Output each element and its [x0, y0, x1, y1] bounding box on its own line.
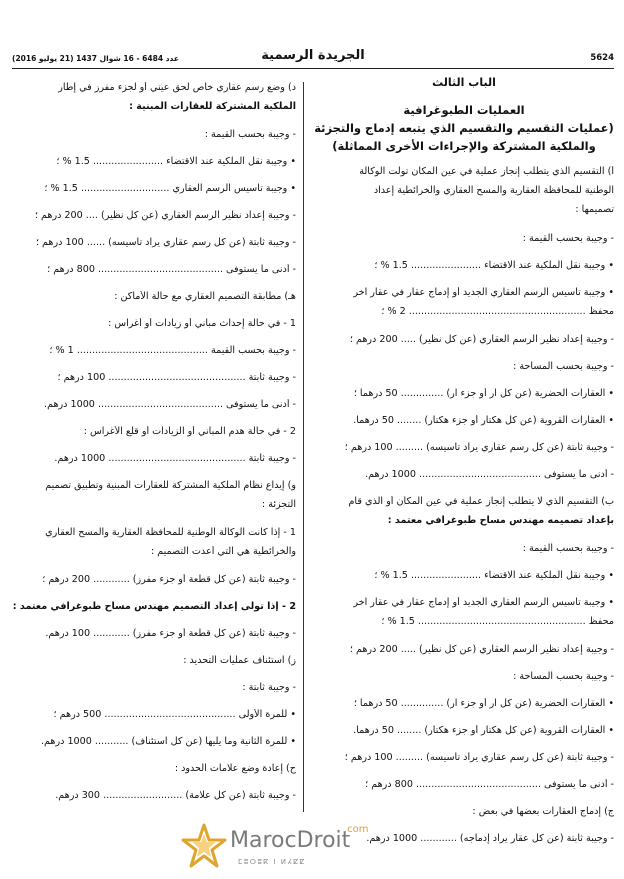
right-column-line: - وجيبة ثابتة (عن كل عقار يراد إدماجه) ............ 1000 درهم.: [366, 833, 614, 844]
left-column-line: 2 - إذا تولى إعداد التصميم مهندس مساح طبوغرافي معتمد :: [12, 601, 296, 612]
right-column-line: • العقارات القروية (عن كل هكتار أو جزء هكتار) ........ 50 درهما.: [353, 725, 614, 736]
left-column-line: - وجيبة ثابتة ............................................. 100 درهم ؛: [57, 372, 296, 383]
issue-info: عدد 6484 - 16 شوال 1437 (21 يوليو 2016): [12, 54, 179, 63]
column-divider: [303, 82, 304, 812]
star-logo-icon: [180, 822, 228, 870]
right-column-line: - وجيبة بحسب المساحة :: [513, 361, 614, 372]
left-column-line: - وجيبة إعداد نظير الرسم العقاري (عن كل نظير) .... 200 درهم ؛: [34, 210, 296, 221]
page-header: [12, 48, 614, 69]
right-column-line: • العقارات القروية (عن كل هكتار أو جزء هكتار) ........ 50 درهما.: [353, 415, 614, 426]
right-column-line: - وجيبة بحسب القيمة :: [522, 233, 614, 244]
right-column-line: - وجيبة بحسب القيمة :: [522, 543, 614, 554]
marocdroit-watermark: [180, 820, 380, 876]
left-column-line: 1 - في حالة إحداث مباني أو زيادات أو أغراس :: [108, 318, 296, 329]
right-column-line: - وجيبة بحسب المساحة :: [513, 671, 614, 682]
left-column-line: و) إيداع نظام الملكية المشتركة للعقارات المبنية وتطبيق تصميم: [45, 480, 296, 491]
right-column-line: - وجيبة ثابتة (عن كل رسم عقاري يراد تأسيسه) ......... 100 درهم ؛: [344, 442, 614, 453]
right-column-line: • وجيبة نقل الملكية عند الاقتضاء ....................... 1.5 % ؛: [374, 260, 614, 271]
right-column-line: والملكية المشتركة والإجراءات الأخرى المماثلة): [332, 139, 596, 153]
left-column-line: - وجيبة بحسب القيمة :: [204, 129, 296, 140]
right-column-line: تصميمها :: [575, 204, 614, 215]
right-column-line: - وجيبة إعداد نظير الرسم العقاري (عن كل نظير) ..... 200 درهم ؛: [349, 644, 614, 655]
right-column-line: - وجيبة إعداد نظير الرسم العقاري (عن كل نظير) ..... 200 درهم ؛: [349, 334, 614, 345]
right-column-line: (عمليات التقسيم والتقسيم الذي يتبعه إدماج والتجزئة: [314, 121, 614, 135]
right-column-line: • العقارات الحضرية (عن كل آر أو جزء آر) .............. 50 درهما ؛: [353, 388, 614, 399]
right-column-line: • وجيبة تأسيس الرسم العقاري الجديد أو إدماج عقار في عقار آخر: [353, 597, 614, 608]
left-column-line: 1 - إذا كانت الوكالة الوطنية للمحافظة العقارية والمسح العقاري: [45, 527, 296, 538]
right-column-line: محفظ .......................................................... 2 % ؛: [381, 306, 614, 317]
right-column-line: • وجيبة تأسيس الرسم العقاري الجديد أو إدماج عقار في عقار آخر: [353, 287, 614, 298]
watermark-suffix: .com: [344, 824, 369, 835]
right-column-line: أ) التقسيم الذي يتطلب إنجاز عملية في عين المكان تولت الوكالة: [359, 166, 614, 177]
left-column-line: • وجيبة نقل الملكية عند الاقتضاء ....................... 1.5 % ؛: [56, 156, 296, 167]
left-column-line: - أدنى ما يستوفى ......................................... 1000 درهم.: [44, 399, 296, 410]
left-column-line: • للمرة الأولى ........................................... 500 درهم ؛: [53, 709, 296, 720]
right-column-line: • وجيبة نقل الملكية عند الاقتضاء ....................... 1.5 % ؛: [374, 570, 614, 581]
left-column-line: د) وضع رسم عقاري خاص لحق عيني أو لجزء مفرز في إطار: [58, 82, 296, 93]
left-column-line: • وجيبة تأسيس الرسم العقاري ............................. 1.5 % ؛: [44, 183, 296, 194]
watermark-subtitle: ⵎⵓⵔⵓⴽ ⵏ ⵍⵃⵇⵇ: [238, 858, 306, 866]
right-column-line: الوطنية للمحافظة العقارية والمسح العقاري والخرائطية إعداد: [373, 185, 614, 196]
left-column-line: ح) إعادة وضع علامات الحدود :: [174, 763, 296, 774]
gazette-title: الجريدة الرسمية: [261, 48, 365, 63]
left-column-line: - وجيبة ثابتة :: [242, 682, 296, 693]
left-column-line: - أدنى ما يستوفى ......................................... 800 درهم ؛: [47, 264, 296, 275]
left-column-line: - وجيبة ثابتة (عن كل قطعة أو جزء مفرز) ............ 200 درهم ؛: [42, 574, 296, 585]
page-number: 5624: [590, 53, 614, 63]
right-column-line: ج) إدماج العقارات بعضها في بعض :: [472, 806, 614, 817]
left-column-line: 2 - في حالة هدم المباني أو الزيادات أو قلع الأغراس :: [83, 426, 296, 437]
right-column-line: - وجيبة ثابتة (عن كل رسم عقاري يراد تأسيسه) ......... 100 درهم ؛: [344, 752, 614, 763]
watermark-brand: MarocDroit: [230, 828, 351, 853]
right-column-line: بإعداد تصميمه مهندس مساح طبوغرافي معتمد :: [387, 515, 614, 526]
left-column-line: - وجيبة ثابتة ............................................. 1000 درهم.: [54, 453, 296, 464]
left-column-line: - وجيبة ثابتة (عن كل قطعة أو جزء مفرز) ............ 100 درهم.: [45, 628, 296, 639]
left-column-line: • للمرة الثانية وما يليها (عن كل استئناف) ........... 1000 درهم.: [41, 736, 296, 747]
right-column-line: محفظ ....................................................... 1.5 % ؛: [381, 616, 614, 627]
left-column-line: والخرائطية هي التي أعدت التصميم :: [150, 546, 296, 557]
right-column-line: الباب الثالث: [432, 76, 496, 89]
right-column-line: ب) التقسيم الذي لا يتطلب إنجاز عملية في عين المكان أو الذي قام: [348, 496, 614, 507]
right-column-line: العمليات الطبوغرافية: [403, 103, 525, 117]
left-column-line: التجزئة :: [261, 499, 296, 510]
left-column-line: - وجيبة بحسب القيمة ........................................... 1 % ؛: [49, 345, 296, 356]
left-column-line: - وجيبة ثابتة (عن كل علامة) .......................... 300 درهم.: [55, 790, 296, 801]
left-column-line: الملكية المشتركة للعقارات المبنية :: [129, 101, 296, 112]
left-column-line: هـ) مطابقة التصميم العقاري مع حالة الأماكن :: [114, 291, 296, 302]
left-column-line: ز) استئناف عمليات التحديد :: [183, 655, 296, 666]
right-column-line: - أدنى ما يستوفى ........................................ 1000 درهم.: [365, 469, 614, 480]
left-column-line: - وجيبة ثابتة (عن كل رسم عقاري يراد تأسيسه) ...... 100 درهم ؛: [35, 237, 296, 248]
right-column-line: • العقارات الحضرية (عن كل آر أو جزء آر) .............. 50 درهما ؛: [353, 698, 614, 709]
right-column-line: - أدنى ما يستوفى ......................................... 800 درهم ؛: [365, 779, 614, 790]
